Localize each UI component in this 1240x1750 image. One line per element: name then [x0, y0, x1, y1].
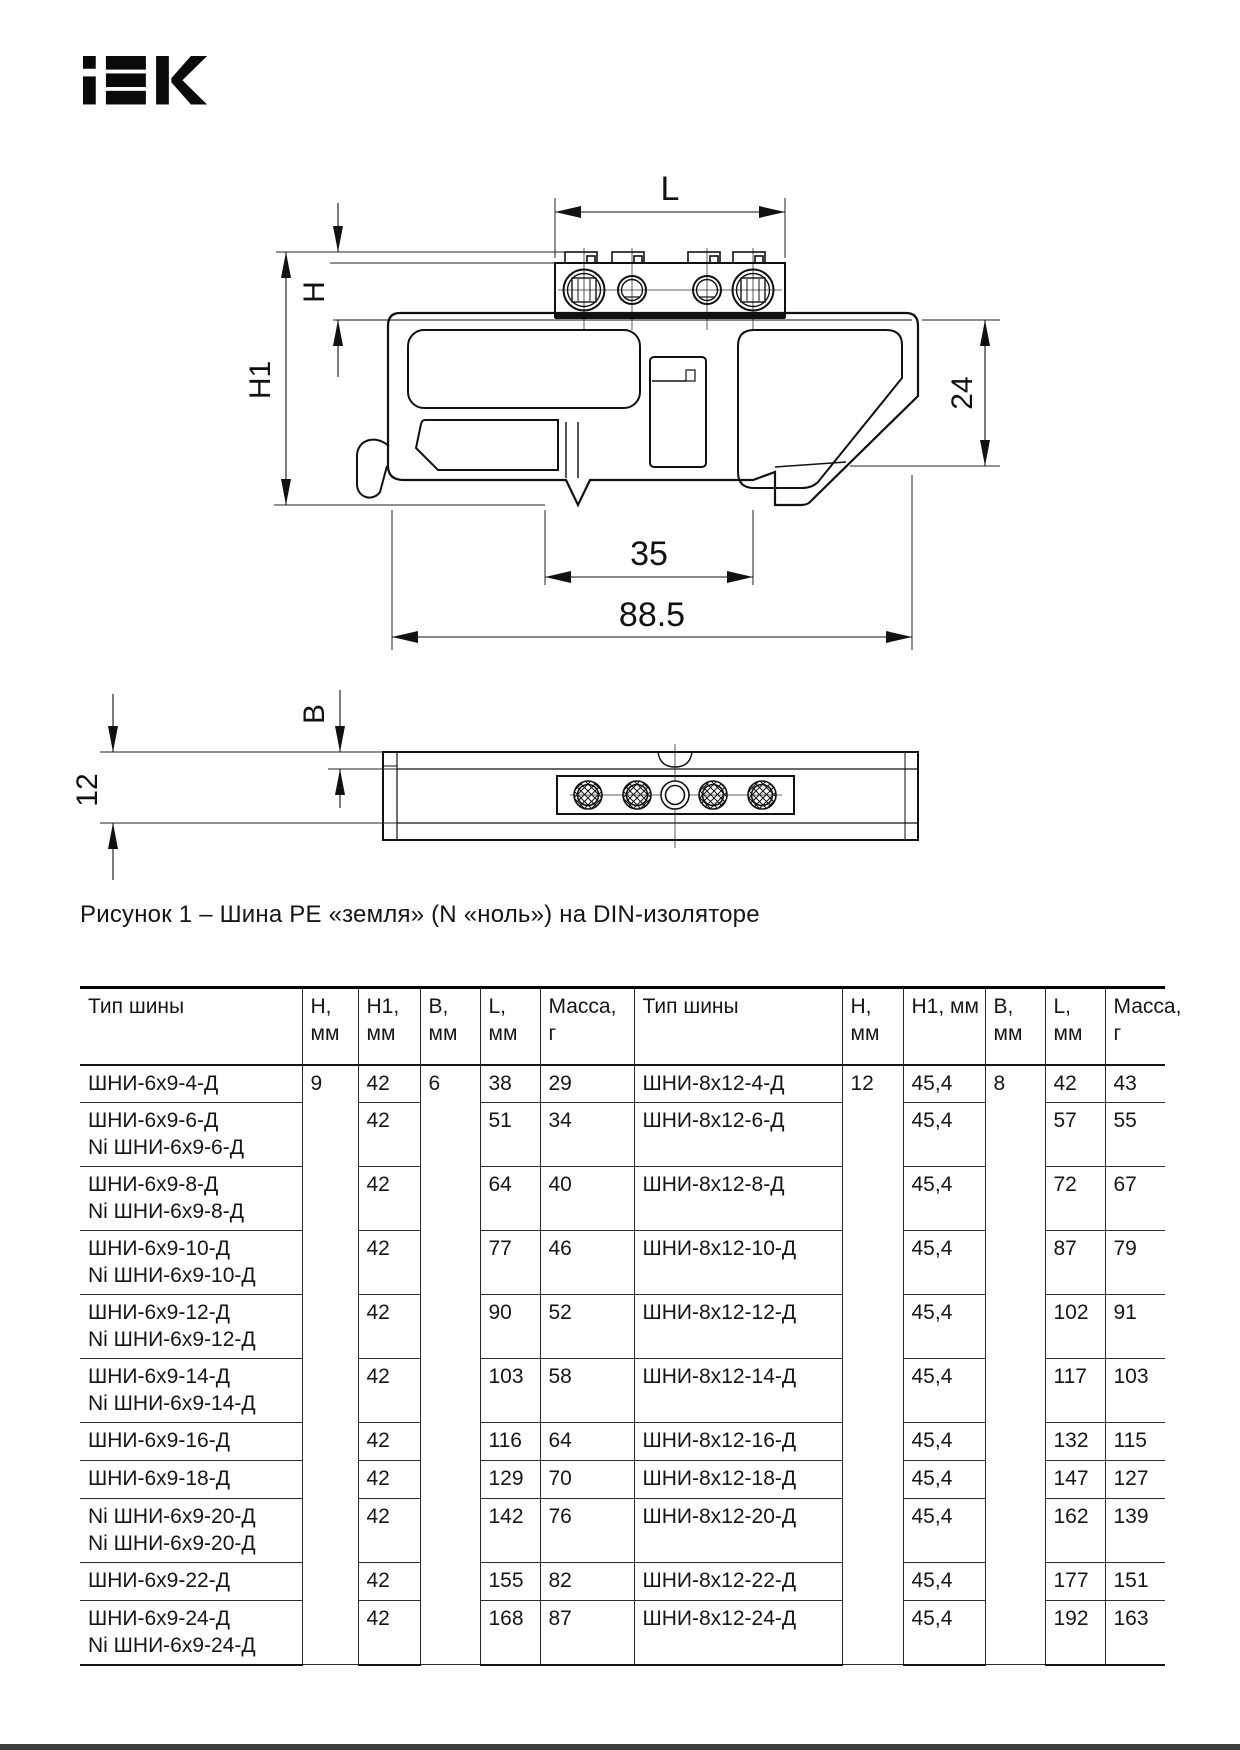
cell-line: 102 — [1053, 1301, 1089, 1324]
cell-line: 72 — [1053, 1173, 1077, 1196]
cell-line: 38 — [488, 1071, 512, 1095]
cell-type-right — [634, 1103, 842, 1167]
cell-type-left — [80, 1065, 302, 1103]
cell-line: 42 — [366, 1071, 390, 1095]
cell-line: ШНИ-8х12-6-Д — [642, 1109, 785, 1132]
cell-mass-left — [540, 1231, 634, 1295]
cell-line: 147 — [1053, 1467, 1089, 1490]
cell-line: 45,4 — [911, 1109, 953, 1132]
cell-line: 55 — [1113, 1109, 1137, 1132]
cell-l-left — [480, 1499, 540, 1563]
cell-l-right — [1045, 1167, 1105, 1231]
cell-mass-right — [1105, 1167, 1165, 1231]
cell-line: 42 — [366, 1237, 390, 1260]
cell-line: 87 — [1053, 1237, 1077, 1260]
cell-line: ШНИ-8х12-10-Д — [642, 1237, 797, 1260]
cell-line: 139 — [1113, 1505, 1149, 1528]
cell-line: H1, — [366, 995, 400, 1018]
cell-line: 42 — [366, 1173, 390, 1196]
cell-line: 168 — [488, 1607, 524, 1630]
cell-line: 42 — [366, 1365, 390, 1388]
cell-line: мм — [428, 1022, 458, 1045]
cell-line: ШНИ-8х12-4-Д — [642, 1071, 785, 1095]
cell-h1-right — [903, 1231, 985, 1295]
cell-line: 42 — [366, 1429, 390, 1452]
dim-label-B: B — [298, 703, 331, 725]
cell-line: Ni ШНИ-6х9-8-Д — [88, 1200, 244, 1223]
cell-line: ШНИ-8х12-16-Д — [642, 1429, 797, 1452]
cell-mass-right — [1105, 1103, 1165, 1167]
header-col-h — [302, 988, 358, 1065]
header-col-b — [985, 988, 1045, 1065]
cell-h1-left — [358, 1167, 420, 1231]
cell-type-left — [80, 1295, 302, 1359]
cell-h1-right — [903, 1295, 985, 1359]
cell-mass-right — [1105, 1423, 1165, 1461]
cell-line: 67 — [1113, 1173, 1137, 1196]
cell-line: ШНИ-6х9-16-Д — [88, 1429, 230, 1452]
cell-line: Ni ШНИ-6х9-24-Д — [88, 1634, 256, 1657]
cell-line: 82 — [548, 1569, 572, 1592]
cell-line: мм — [310, 1022, 340, 1045]
header-col-type — [80, 988, 302, 1065]
cell-line: 42 — [366, 1467, 390, 1490]
cell-type-right — [634, 1601, 842, 1665]
cell-line: 192 — [1053, 1607, 1089, 1630]
dim-label-24: 24 — [946, 376, 979, 410]
cell-l-left — [480, 1295, 540, 1359]
cell-type-left — [80, 1359, 302, 1423]
cell-h-right — [842, 1065, 903, 1665]
cell-line: 42 — [366, 1109, 390, 1132]
cell-type-left — [80, 1167, 302, 1231]
cell-line: 45,4 — [911, 1505, 953, 1528]
cell-type-left — [80, 1231, 302, 1295]
cell-line: Ni ШНИ-6х9-12-Д — [88, 1328, 256, 1351]
header-col-l — [1045, 988, 1105, 1065]
cell-mass-right — [1105, 1563, 1165, 1601]
cell-line: L, — [1053, 995, 1072, 1018]
cell-line: 45,4 — [911, 1237, 953, 1260]
cell-type-right — [634, 1563, 842, 1601]
cell-l-right — [1045, 1359, 1105, 1423]
cell-line: 132 — [1053, 1429, 1089, 1452]
cell-line: 57 — [1053, 1109, 1077, 1132]
cell-mass-left — [540, 1423, 634, 1461]
cell-line: ШНИ-6х9-14-Д — [88, 1365, 230, 1388]
cell-line: Ni ШНИ-6х9-14-Д — [88, 1392, 256, 1415]
dim-label-H1: H1 — [244, 360, 277, 400]
cell-line: 90 — [488, 1301, 512, 1324]
cell-line: г — [1113, 1022, 1122, 1045]
cell-line: 43 — [1113, 1071, 1137, 1095]
cell-line: Ni ШНИ-6х9-20-Д — [88, 1505, 256, 1528]
cell-type-left — [80, 1499, 302, 1563]
cell-type-left — [80, 1601, 302, 1665]
cell-mass-right — [1105, 1295, 1165, 1359]
cell-line: 87 — [548, 1607, 572, 1630]
cell-h1-left — [358, 1295, 420, 1359]
cell-line: 45,4 — [911, 1429, 953, 1452]
cell-line: 45,4 — [911, 1301, 953, 1324]
cell-line: 45,4 — [911, 1569, 953, 1592]
cell-line: 103 — [1113, 1365, 1149, 1388]
header-col-h — [842, 988, 903, 1065]
cell-mass-left — [540, 1359, 634, 1423]
dim-label-88.5: 88.5 — [618, 596, 686, 634]
header-col-h1 — [903, 988, 985, 1065]
cell-line: 70 — [548, 1467, 572, 1490]
cell-l-right — [1045, 1423, 1105, 1461]
cell-l-left — [480, 1601, 540, 1665]
cell-type-right — [634, 1167, 842, 1231]
cell-l-right — [1045, 1461, 1105, 1499]
cell-type-right — [634, 1065, 842, 1103]
cell-l-right — [1045, 1499, 1105, 1563]
cell-line: 51 — [488, 1109, 512, 1132]
iek-logo — [83, 56, 207, 104]
cell-line: 163 — [1113, 1607, 1149, 1630]
cell-mass-left — [540, 1295, 634, 1359]
dim-label-L: L — [660, 170, 680, 208]
cell-line: 6 — [428, 1071, 441, 1095]
header-col-l — [480, 988, 540, 1065]
cell-line: 58 — [548, 1365, 572, 1388]
cell-line: 42 — [366, 1505, 390, 1528]
cell-l-left — [480, 1167, 540, 1231]
cell-l-left — [480, 1231, 540, 1295]
cell-line: H1, мм — [911, 995, 979, 1018]
cell-h1-left — [358, 1231, 420, 1295]
cell-line: ШНИ-8х12-22-Д — [642, 1569, 797, 1592]
cell-h1-left — [358, 1065, 420, 1103]
cell-mass-right — [1105, 1601, 1165, 1665]
cell-mass-left — [540, 1499, 634, 1563]
cell-mass-left — [540, 1103, 634, 1167]
cell-h1-left — [358, 1499, 420, 1563]
cell-l-left — [480, 1065, 540, 1103]
cell-line: ШНИ-8х12-14-Д — [642, 1365, 797, 1388]
cell-line: 77 — [488, 1237, 512, 1260]
cell-line: 45,4 — [911, 1607, 953, 1630]
cell-mass-right — [1105, 1461, 1165, 1499]
cell-line: ШНИ-6х9-4-Д — [88, 1071, 219, 1095]
cell-line: 64 — [548, 1429, 572, 1452]
cell-l-left — [480, 1461, 540, 1499]
cell-line: 12 — [850, 1071, 874, 1095]
cell-line: 151 — [1113, 1569, 1149, 1592]
bus-spec-table — [80, 986, 1182, 1666]
cell-line: 177 — [1053, 1569, 1089, 1592]
cell-mass-left — [540, 1601, 634, 1665]
cell-line: ШНИ-6х9-18-Д — [88, 1467, 230, 1490]
cell-mass-left — [540, 1563, 634, 1601]
din-insulator-body — [333, 313, 918, 505]
cell-type-right — [634, 1499, 842, 1563]
cell-line: Ni ШНИ-6х9-10-Д — [88, 1264, 256, 1287]
cell-h1-left — [358, 1563, 420, 1601]
page-edge-strip — [0, 1744, 1240, 1750]
cell-h1-left — [358, 1359, 420, 1423]
dim-label-12: 12 — [71, 773, 104, 807]
cell-line: 42 — [366, 1569, 390, 1592]
cell-type-right — [634, 1461, 842, 1499]
cell-line: г — [548, 1022, 557, 1045]
cell-mass-right — [1105, 1359, 1165, 1423]
cell-line: ШНИ-6х9-10-Д — [88, 1237, 230, 1260]
cell-mass-right — [1105, 1499, 1165, 1563]
header-col-mass — [540, 988, 634, 1065]
cell-mass-left — [540, 1065, 634, 1103]
cell-l-left — [480, 1563, 540, 1601]
cell-l-right — [1045, 1601, 1105, 1665]
cell-l-right — [1045, 1103, 1105, 1167]
cell-l-left — [480, 1359, 540, 1423]
cell-line: 42 — [366, 1301, 390, 1324]
cell-type-left — [80, 1461, 302, 1499]
cell-line: Ni ШНИ-6х9-20-Д — [88, 1532, 256, 1555]
cell-line: 91 — [1113, 1301, 1137, 1324]
dim-label-35: 35 — [630, 535, 668, 573]
cell-line: 127 — [1113, 1467, 1149, 1490]
cell-line: ШНИ-6х9-12-Д — [88, 1301, 230, 1324]
cell-line: Масса, — [1113, 995, 1182, 1018]
cell-l-right — [1045, 1231, 1105, 1295]
header-col-type — [634, 988, 842, 1065]
cell-b-left — [420, 1065, 480, 1665]
cell-line: ШНИ-6х9-6-Д — [88, 1109, 219, 1132]
cell-type-right — [634, 1295, 842, 1359]
cell-line: Масса, — [548, 995, 617, 1018]
cell-l-left — [480, 1103, 540, 1167]
cell-line: 29 — [548, 1071, 572, 1095]
cell-line: H, — [310, 995, 332, 1018]
cell-line: Ni ШНИ-6х9-6-Д — [88, 1136, 244, 1159]
cell-line: 142 — [488, 1505, 524, 1528]
cell-line: 117 — [1053, 1365, 1087, 1388]
cell-line: 155 — [488, 1569, 524, 1592]
cell-h1-left — [358, 1103, 420, 1167]
cell-line: 45,4 — [911, 1071, 953, 1095]
cell-line: 76 — [548, 1505, 572, 1528]
cell-mass-left — [540, 1461, 634, 1499]
cell-type-right — [634, 1231, 842, 1295]
cell-line: ШНИ-8х12-24-Д — [642, 1607, 797, 1630]
cell-h1-right — [903, 1103, 985, 1167]
cell-line: 103 — [488, 1365, 524, 1388]
cell-line: ШНИ-8х12-20-Д — [642, 1505, 797, 1528]
cell-h1-right — [903, 1065, 985, 1103]
cell-line: мм — [366, 1022, 396, 1045]
cell-line: ШНИ-6х9-8-Д — [88, 1173, 219, 1196]
cell-line: ШНИ-8х12-12-Д — [642, 1301, 797, 1324]
cell-h1-right — [903, 1563, 985, 1601]
cell-type-left — [80, 1423, 302, 1461]
cell-line: 64 — [488, 1173, 512, 1196]
cell-line: ШНИ-6х9-22-Д — [88, 1569, 230, 1592]
cell-mass-right — [1105, 1065, 1165, 1103]
header-col-h1 — [358, 988, 420, 1065]
cell-line: ШНИ-8х12-8-Д — [642, 1173, 785, 1196]
dim-label-H: H — [298, 281, 331, 303]
cell-line: 9 — [310, 1071, 323, 1095]
cell-line: 115 — [1113, 1429, 1147, 1452]
cell-h1-left — [358, 1423, 420, 1461]
side-view — [244, 170, 1000, 650]
cell-h1-left — [358, 1601, 420, 1665]
header-col-b — [420, 988, 480, 1065]
cell-line: 45,4 — [911, 1173, 953, 1196]
cell-line: 8 — [993, 1071, 1006, 1095]
cell-type-left — [80, 1103, 302, 1167]
cell-line: B, — [428, 995, 449, 1018]
cell-line: 34 — [548, 1109, 572, 1132]
cell-line: 46 — [548, 1237, 572, 1260]
cell-h1-right — [903, 1461, 985, 1499]
cell-h1-right — [903, 1167, 985, 1231]
cell-line: мм — [993, 1022, 1023, 1045]
cell-line: 42 — [366, 1607, 390, 1630]
cell-line: 45,4 — [911, 1467, 953, 1490]
cell-h1-right — [903, 1499, 985, 1563]
cell-line: мм — [488, 1022, 518, 1045]
cell-line: ШНИ-8х12-18-Д — [642, 1467, 797, 1490]
cell-l-right — [1045, 1065, 1105, 1103]
cell-h-left — [302, 1065, 358, 1665]
table-row — [80, 1065, 1165, 1103]
cell-line: Тип шины — [88, 995, 185, 1018]
cell-line: H, — [850, 995, 872, 1018]
cell-h1-right — [903, 1601, 985, 1665]
cell-line: 42 — [1053, 1071, 1077, 1095]
cell-type-right — [634, 1423, 842, 1461]
terminal-block — [555, 252, 785, 319]
cell-mass-left — [540, 1167, 634, 1231]
cell-line: 79 — [1113, 1237, 1137, 1260]
cell-line: ШНИ-6х9-24-Д — [88, 1607, 230, 1630]
cell-line: мм — [850, 1022, 880, 1045]
cell-line: B, — [993, 995, 1014, 1018]
bottom-view — [71, 690, 918, 880]
cell-line: 129 — [488, 1467, 524, 1490]
figure-caption: Рисунок 1 – Шина PE «земля» (N «ноль») на DIN-изоляторе — [80, 901, 760, 928]
cell-l-right — [1045, 1563, 1105, 1601]
cell-line: Тип шины — [642, 995, 739, 1018]
cell-h1-right — [903, 1359, 985, 1423]
cell-b-right — [985, 1065, 1045, 1665]
cell-type-right — [634, 1359, 842, 1423]
cell-mass-right — [1105, 1231, 1165, 1295]
cell-line: L, — [488, 995, 507, 1018]
cell-line: мм — [1053, 1022, 1083, 1045]
cell-line: 162 — [1053, 1505, 1089, 1528]
cell-h1-left — [358, 1461, 420, 1499]
cell-line: 45,4 — [911, 1365, 953, 1388]
cell-line: 116 — [488, 1429, 522, 1452]
cell-line: 40 — [548, 1173, 572, 1196]
cell-type-left — [80, 1563, 302, 1601]
header-col-mass — [1105, 988, 1182, 1065]
cell-h1-right — [903, 1423, 985, 1461]
cell-l-right — [1045, 1295, 1105, 1359]
cell-l-left — [480, 1423, 540, 1461]
cell-line: 52 — [548, 1301, 572, 1324]
